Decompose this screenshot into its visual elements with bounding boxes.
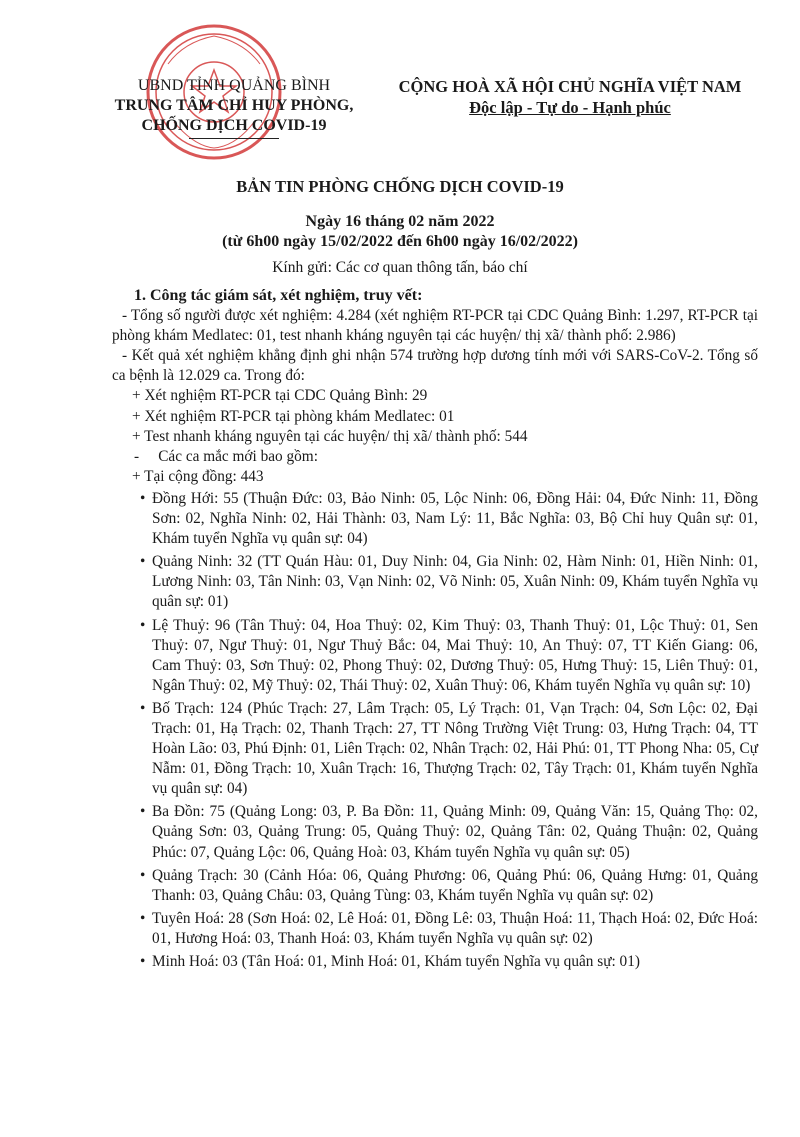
bulletin-body (112, 286, 758, 975)
bulletin-title: BẢN TIN PHÒNG CHỐNG DỊCH COVID-19 (236, 177, 564, 196)
bullet-icon: • (140, 909, 146, 927)
header-underline (189, 138, 279, 139)
list-item: • Ba Đồn: 75 (Quảng Long: 03, P. Ba Đồn: 11, Quảng Minh: 09, Quảng Văn: 15, Quảng Thọ: 02, Quảng Sơn: 03, Quảng Trung: 05, Quảng Thuỷ: 02, Quảng Tân: 02, Quảng Thuận: 02, Quảng Phúc: 07, Quảng Lộc: 06, Quảng Hoà: 03, Khám tuyển Nghĩa vụ quân sự: 05) (140, 803, 758, 861)
list-item: • Tuyên Hoá: 28 (Sơn Hoá: 02, Lê Hoá: 01, Đồng Lê: 03, Thuận Hoá: 11, Thạch Hoá: 02, Đức Hoá: 01, Hương Hoá: 03, Thanh Hoá: 03, Khám tuyển Nghĩa vụ quân sự: 02) (140, 909, 758, 947)
rapid-test-line: + Test nhanh kháng nguyên tại các huyện/ thị xã/ thành phố: 544 (132, 427, 528, 445)
bullet-icon: • (140, 616, 146, 634)
district-case-list (112, 489, 758, 972)
bulletin-period: (từ 6h00 ngày 15/02/2022 đến 6h00 ngày 16/02/2022) (222, 233, 578, 250)
bulletin-date: Ngày 16 tháng 02 năm 2022 (305, 213, 495, 230)
bullet-icon: • (140, 489, 146, 507)
new-cases-intro: - Các ca mắc mới bao gồm: (134, 447, 318, 465)
bullet-icon: • (140, 866, 146, 884)
list-item: • Bố Trạch: 124 (Phúc Trạch: 27, Lâm Trạch: 05, Lý Trạch: 01, Vạn Trạch: 04, Sơn Lộc: 02, Đại Trạch: 01, Hạ Trạch: 02, Thanh Trạch: 27, TT Nông Trường Việt Trung: 03, Hưng Trạch: 04, TT Hoàn Lão: 03, Phú Định: 01, Liên Trạch: 02, Nhân Trạch: 02, Hải Phú: 01, TT Phong Nha: 05, Cự Nẫm: 01, Đồng Trạch: 10, Xuân Trạch: 16, Thượng Trạch: 02, Tây Trạch: 01, Khám tuyển Nghĩa vụ quân sự: 04) (140, 699, 758, 798)
bullet-icon: • (140, 803, 146, 821)
community-cases-line: + Tại cộng đồng: 443 (132, 467, 264, 485)
bullet-icon: • (140, 953, 146, 970)
national-motto-header (380, 76, 760, 118)
list-item: • Đồng Hới: 55 (Thuận Đức: 03, Bảo Ninh: 05, Lộc Ninh: 06, Đồng Hải: 04, Đức Ninh: 11, Đồng Sơn: 02, Nghĩa Ninh: 02, Hải Thành: 03, Nam Lý: 11, Bắc Nghĩa: 03, Bộ Chỉ huy Quân sự: 01, Khám tuyển Nghĩa vụ quân sự: 04) (140, 489, 758, 548)
rt-pcr-cdc-line: + Xét nghiệm RT-PCR tại CDC Quảng Bình: 29 (132, 387, 428, 405)
positive-summary: - Kết quả xét nghiệm khẳng định ghi nhận 574 trường hợp dương tính mới với SARS-CoV-2. Tổng số ca bệnh là 12.029 ca. Trong đó: (112, 347, 758, 385)
rt-pcr-medlatec-line: + Xét nghiệm RT-PCR tại phòng khám Medlatec: 01 (132, 407, 455, 425)
section-heading: 1. Công tác giám sát, xét nghiệm, truy vết: (134, 287, 423, 304)
list-item: • Quảng Ninh: 32 (TT Quán Hàu: 01, Duy Ninh: 04, Gia Ninh: 02, Hàm Ninh: 01, Hiền Ninh: 01, Lương Ninh: 03, Tân Ninh: 03, Vạn Ninh: 02, Võ Ninh: 05, Xuân Ninh: 09, Khám tuyển Nghĩa vụ quân sự: 01) (140, 553, 758, 611)
list-item: • Lệ Thuỷ: 96 (Tân Thuỷ: 04, Hoa Thuỷ: 02, Kim Thuỷ: 03, Thanh Thuỷ: 01, Lộc Thuỷ: 01, Sen Thuỷ: 07, Ngư Thuỷ: 01, Ngư Thuỷ Bắc: 04, Mai Thuỷ: 10, An Thuỷ: 07, TT Kiến Giang: 06, Cam Thuỷ: 03, Sơn Thuỷ: 02, Phong Thuỷ: 02, Dương Thuỷ: 05, Hưng Thuỷ: 15, Liên Thuỷ: 01, Ngân Thuỷ: 02, Mỹ Thuỷ: 02, Thái Thuỷ: 02, Xuân Thuỷ: 06, Khám tuyển Nghĩa vụ quân sự: 10) (140, 616, 758, 694)
issuing-agency-header (94, 76, 374, 139)
country-name: CỘNG HOÀ XÃ HỘI CHỦ NGHĨA VIỆT NAM (398, 77, 742, 96)
bullet-icon: • (140, 699, 146, 717)
list-item: • Minh Hoá: 03 (Tân Hoá: 01, Minh Hoá: 01, Khám tuyển Nghĩa vụ quân sự: 01) (112, 952, 758, 972)
agency-line-3: CHỐNG DỊCH COVID-19 (141, 117, 327, 134)
bullet-icon: • (140, 553, 146, 571)
list-item: • Quảng Trạch: 30 (Cảnh Hóa: 06, Quảng Phương: 06, Quảng Phú: 06, Quảng Hưng: 01, Quảng Thanh: 03, Quảng Châu: 03, Quảng Tùng: 03, Khám tuyển Nghĩa vụ quân sự: 02) (140, 866, 758, 904)
agency-line-1: UBND TỈNH QUẢNG BÌNH (137, 77, 331, 94)
agency-line-2: TRUNG TÂM CHỈ HUY PHÒNG, (114, 97, 354, 114)
motto: Độc lập - Tự do - Hạnh phúc (469, 98, 671, 117)
recipient-line: Kính gửi: Các cơ quan thông tấn, báo chí (272, 259, 528, 276)
tested-summary: - Tổng số người được xét nghiệm: 4.284 (xét nghiệm RT-PCR tại CDC Quảng Bình: 1.297, RT-PCR tại phòng khám Medlatec: 01, test nhanh kháng nguyên tại các huyện/ thị xã/ thành phố: 2.986) (112, 307, 758, 345)
